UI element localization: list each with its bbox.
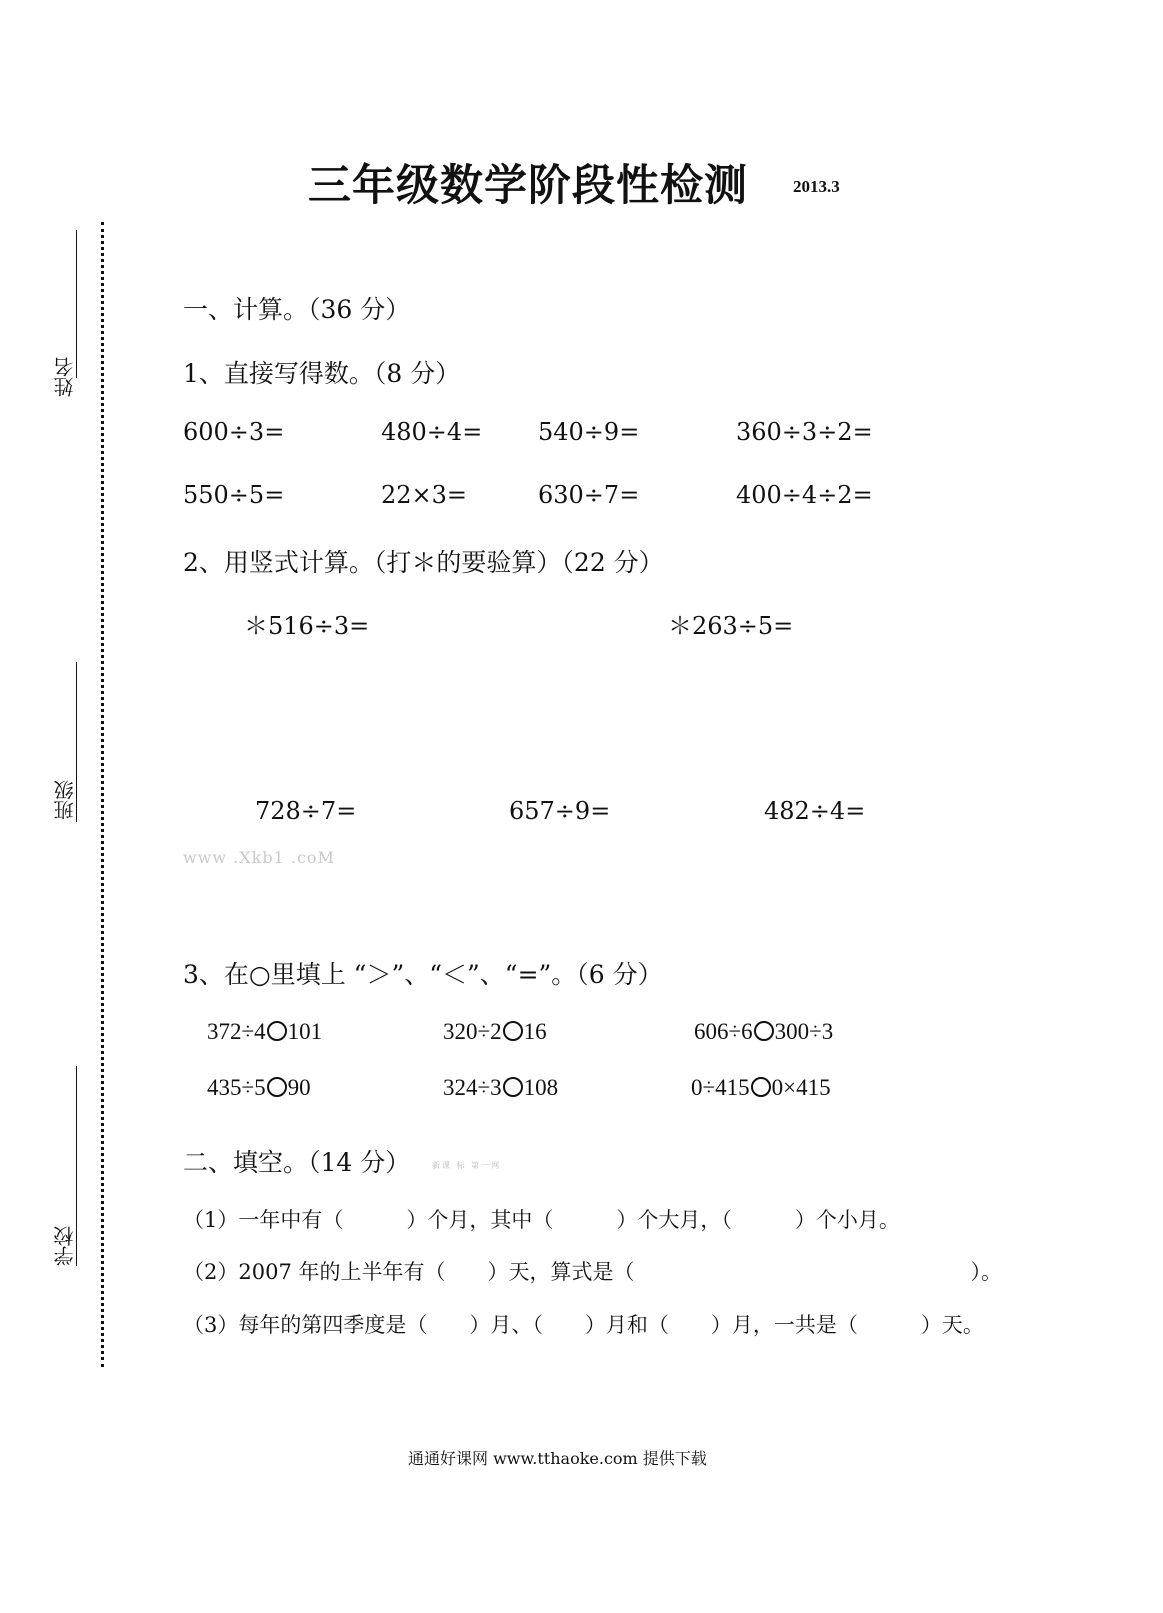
exam-date: 2013.3 xyxy=(793,177,840,196)
compare-item xyxy=(443,1019,547,1045)
class-label: 班级 xyxy=(53,780,77,820)
footer-text: 通通好课网 www.tthaoke.com 提供下载 xyxy=(408,1449,707,1468)
answer-circle[interactable] xyxy=(503,1077,523,1097)
compare-item xyxy=(443,1075,558,1101)
compare-left: 320÷2 xyxy=(443,1019,502,1044)
watermark: www .Xkb1 .coM xyxy=(183,848,335,867)
q1-expr: 550÷5= xyxy=(183,481,285,509)
answer-circle[interactable] xyxy=(267,1021,287,1041)
q2-expr: 657÷9= xyxy=(509,797,611,825)
q1-expr: 600÷3= xyxy=(183,418,285,446)
fill-blank-item: （3）每年的第四季度是（ ）月、（ ）月和（ ）月，一共是（ ）天。 xyxy=(183,1313,984,1337)
compare-item xyxy=(207,1075,311,1101)
binding-dotted-line xyxy=(101,222,104,1367)
q2-expr: 728÷7= xyxy=(255,797,357,825)
compare-item xyxy=(207,1019,322,1045)
answer-circle[interactable] xyxy=(751,1077,771,1097)
q1-expr: 480÷4= xyxy=(381,418,483,446)
compare-right: 0×415 xyxy=(771,1075,831,1100)
fill-blank-item: （2）2007 年的上半年有（ ）天，算式是（ ）。 xyxy=(183,1260,1002,1284)
compare-right: 90 xyxy=(287,1075,311,1100)
q2-expr: 482÷4= xyxy=(764,797,866,825)
q1-expr: 400÷4÷2= xyxy=(736,481,873,509)
compare-right: 101 xyxy=(287,1019,323,1044)
fill-blank-item: （1）一年中有（ ）个月，其中（ ）个大月，（ ）个小月。 xyxy=(183,1208,900,1232)
name-label: 姓名 xyxy=(53,357,77,397)
compare-right: 108 xyxy=(523,1075,559,1100)
answer-circle[interactable] xyxy=(754,1021,774,1041)
name-underline xyxy=(76,230,77,378)
compare-item xyxy=(691,1075,831,1101)
q1-expr: 630÷7= xyxy=(538,481,640,509)
compare-left: 372÷4 xyxy=(207,1019,266,1044)
q2-expr: ＊263÷5= xyxy=(668,612,794,640)
q1-expr: 540÷9= xyxy=(538,418,640,446)
section1-heading: 一、计算。（36 分） xyxy=(183,295,411,324)
q1-expr: 360÷3÷2= xyxy=(736,418,873,446)
compare-left: 435÷5 xyxy=(207,1075,266,1100)
answer-circle[interactable] xyxy=(503,1021,523,1041)
q2-expr: ＊516÷3= xyxy=(244,612,370,640)
q1-heading: 1、直接写得数。（8 分） xyxy=(183,359,461,388)
compare-left: 324÷3 xyxy=(443,1075,502,1100)
q2-heading: 2、用竖式计算。（打＊的要验算）（22 分） xyxy=(183,548,664,577)
compare-right: 16 xyxy=(523,1019,547,1044)
compare-left: 0÷415 xyxy=(691,1075,750,1100)
compare-item xyxy=(694,1019,833,1045)
answer-circle[interactable] xyxy=(267,1077,287,1097)
q1-expr: 22×3= xyxy=(381,481,468,509)
compare-left: 606÷6 xyxy=(694,1019,753,1044)
tiny-watermark: 新课 标 第一网 xyxy=(432,1161,502,1170)
compare-right: 300÷3 xyxy=(774,1019,834,1044)
school-label: 学校 xyxy=(53,1226,77,1266)
page-title: 三年级数学阶段性检测 xyxy=(308,161,748,211)
section2-heading: 二、填空。（14 分） xyxy=(183,1148,411,1177)
q3-heading: 3、在○里填上 “＞”、“＜”、“=”。（6 分） xyxy=(183,960,663,989)
